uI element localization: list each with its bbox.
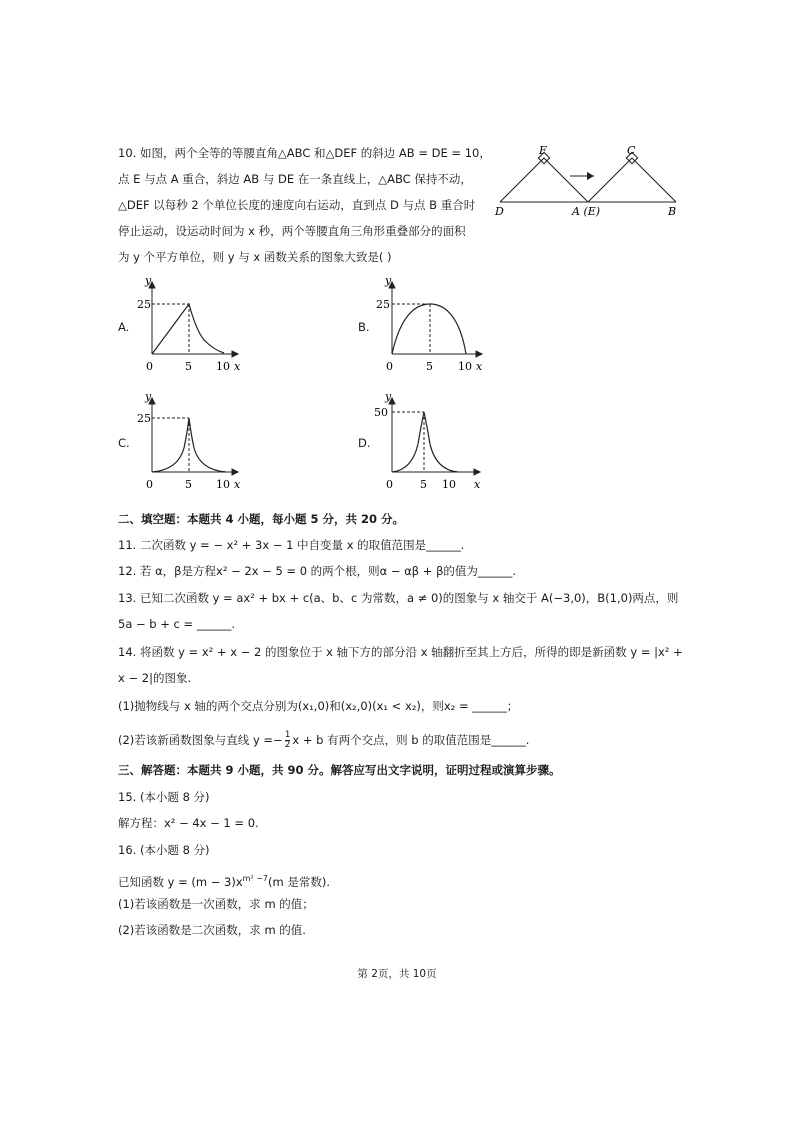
- label-ae: A (E): [572, 205, 601, 218]
- svg-text:50: 50: [374, 406, 388, 419]
- svg-text:0: 0: [146, 478, 153, 491]
- q16-body: 已知函数 $y = (m - 3)x^{m^2 -7}(m$ 是常数).: [118, 874, 330, 889]
- option-c-graph: [134, 386, 254, 492]
- q12-text: 12. 若 α，β是方程x² − 2x − 5 = 0 的两个根，则α − αβ + β的值为______.: [118, 564, 517, 578]
- q16-part-2: (2)若该函数是二次函数，求 m 的值.: [118, 923, 306, 937]
- option-d-label[interactable]: D.: [358, 436, 371, 450]
- q10-line-2: 点 E 与点 A 重合，斜边 AB 与 DE 在一条直线上，△ABC 保持不动，: [118, 172, 472, 186]
- q16-title: 16. (本小题 8 分): [118, 843, 210, 857]
- svg-text:25: 25: [137, 412, 151, 425]
- svg-text:25: 25: [376, 298, 390, 311]
- svg-text:25: 25: [137, 298, 151, 311]
- q16-exponent: m² −7: [242, 874, 268, 883]
- svg-text:10: 10: [216, 360, 230, 373]
- svg-text:5: 5: [426, 360, 433, 373]
- arrow-head: [587, 172, 594, 180]
- svg-text:10: 10: [458, 360, 472, 373]
- triangle-def: [500, 158, 588, 202]
- label-b: B: [668, 205, 677, 218]
- svg-text:y: y: [145, 390, 152, 403]
- svg-text:5: 5: [185, 360, 192, 373]
- page-footer: 第 2页，共 10页: [357, 968, 437, 980]
- q13-line-2: 5a − b + c = ______.: [118, 617, 235, 631]
- svg-text:0: 0: [386, 478, 393, 491]
- option-d-graph: [372, 386, 492, 492]
- q11-text: 11. 二次函数 y = − x² + 3x − 1 中自变量 x 的取值范围是______.: [118, 538, 465, 552]
- option-b-graph: [372, 270, 492, 376]
- q15-body: 解方程：x² − 4x − 1 = 0.: [118, 816, 259, 830]
- option-b-label[interactable]: B.: [358, 320, 370, 334]
- option-c-label[interactable]: C.: [118, 436, 130, 450]
- svg-text:x: x: [476, 360, 483, 373]
- svg-text:x: x: [234, 360, 241, 373]
- triangle-abc: [588, 158, 676, 202]
- q14-line-1: 14. 将函数 y = x² + x − 2 的图象位于 x 轴下方的部分沿 x 轴翻折至其上方后，所得的即是新函数 y = |x² +: [118, 645, 683, 659]
- svg-text:5: 5: [185, 478, 192, 491]
- option-a-label[interactable]: A.: [118, 320, 130, 334]
- section2-heading: 二、填空题：本题共 4 小题，每小题 5 分，共 20 分。: [118, 512, 405, 526]
- svg-text:y: y: [385, 274, 392, 287]
- svg-text:y: y: [145, 274, 152, 287]
- q13-line-1: 13. 已知二次函数 y = ax² + bx + c(a、b、c 为常数，a ≠ 0)的图象与 x 轴交于 A(−3,0)，B(1,0)两点，则: [118, 591, 679, 605]
- svg-text:5: 5: [420, 478, 427, 491]
- label-c: C: [627, 144, 636, 157]
- svg-text:10: 10: [442, 478, 456, 491]
- fraction-one-half: $\frac{1}{2}$: [284, 730, 291, 750]
- svg-text:x: x: [234, 478, 241, 491]
- svg-text:0: 0: [386, 360, 393, 373]
- q14-part-2: (2)若该新函数图象与直线 y =− $\frac{1}{2}$ x + b 有两个交点，则 b 的取值范围是______.: [118, 730, 530, 750]
- label-d: D: [495, 205, 504, 218]
- svg-text:x: x: [474, 478, 481, 491]
- q14-line-2: x − 2|的图象.: [118, 671, 192, 685]
- option-a-graph: [134, 270, 254, 376]
- section3-heading: 三、解答题：本题共 9 小题，共 90 分。解答应写出文字说明，证明过程或演算步骤。: [118, 763, 561, 777]
- q10-line-5: 为 y 个平方单位，则 y 与 x 函数关系的图象大致是( ): [118, 250, 392, 264]
- q10-line-3: △DEF 以每秒 2 个单位长度的速度向右运动，直到点 D 与点 B 重合时: [118, 198, 476, 212]
- q10-line-4: 停止运动，设运动时间为 x 秒，两个等腰直角三角形重叠部分的面积: [118, 224, 466, 238]
- q14-part-1: (1)抛物线与 x 轴的两个交点分别为(x₁,0)和(x₂,0)(x₁ < x₂)，则x₂ = ______；: [118, 699, 519, 713]
- svg-text:0: 0: [146, 360, 153, 373]
- q16-part-1: (1)若该函数是一次函数，求 m 的值；: [118, 897, 314, 911]
- svg-text:10: 10: [216, 478, 230, 491]
- q10-line-1: 10. 如图，两个全等的等腰直角△ABC 和△DEF 的斜边 AB = DE = 10，: [118, 146, 491, 160]
- label-f: F: [539, 144, 547, 157]
- q15-title: 15. (本小题 8 分): [118, 790, 210, 804]
- triangles-figure: [490, 140, 690, 222]
- svg-text:y: y: [385, 390, 392, 403]
